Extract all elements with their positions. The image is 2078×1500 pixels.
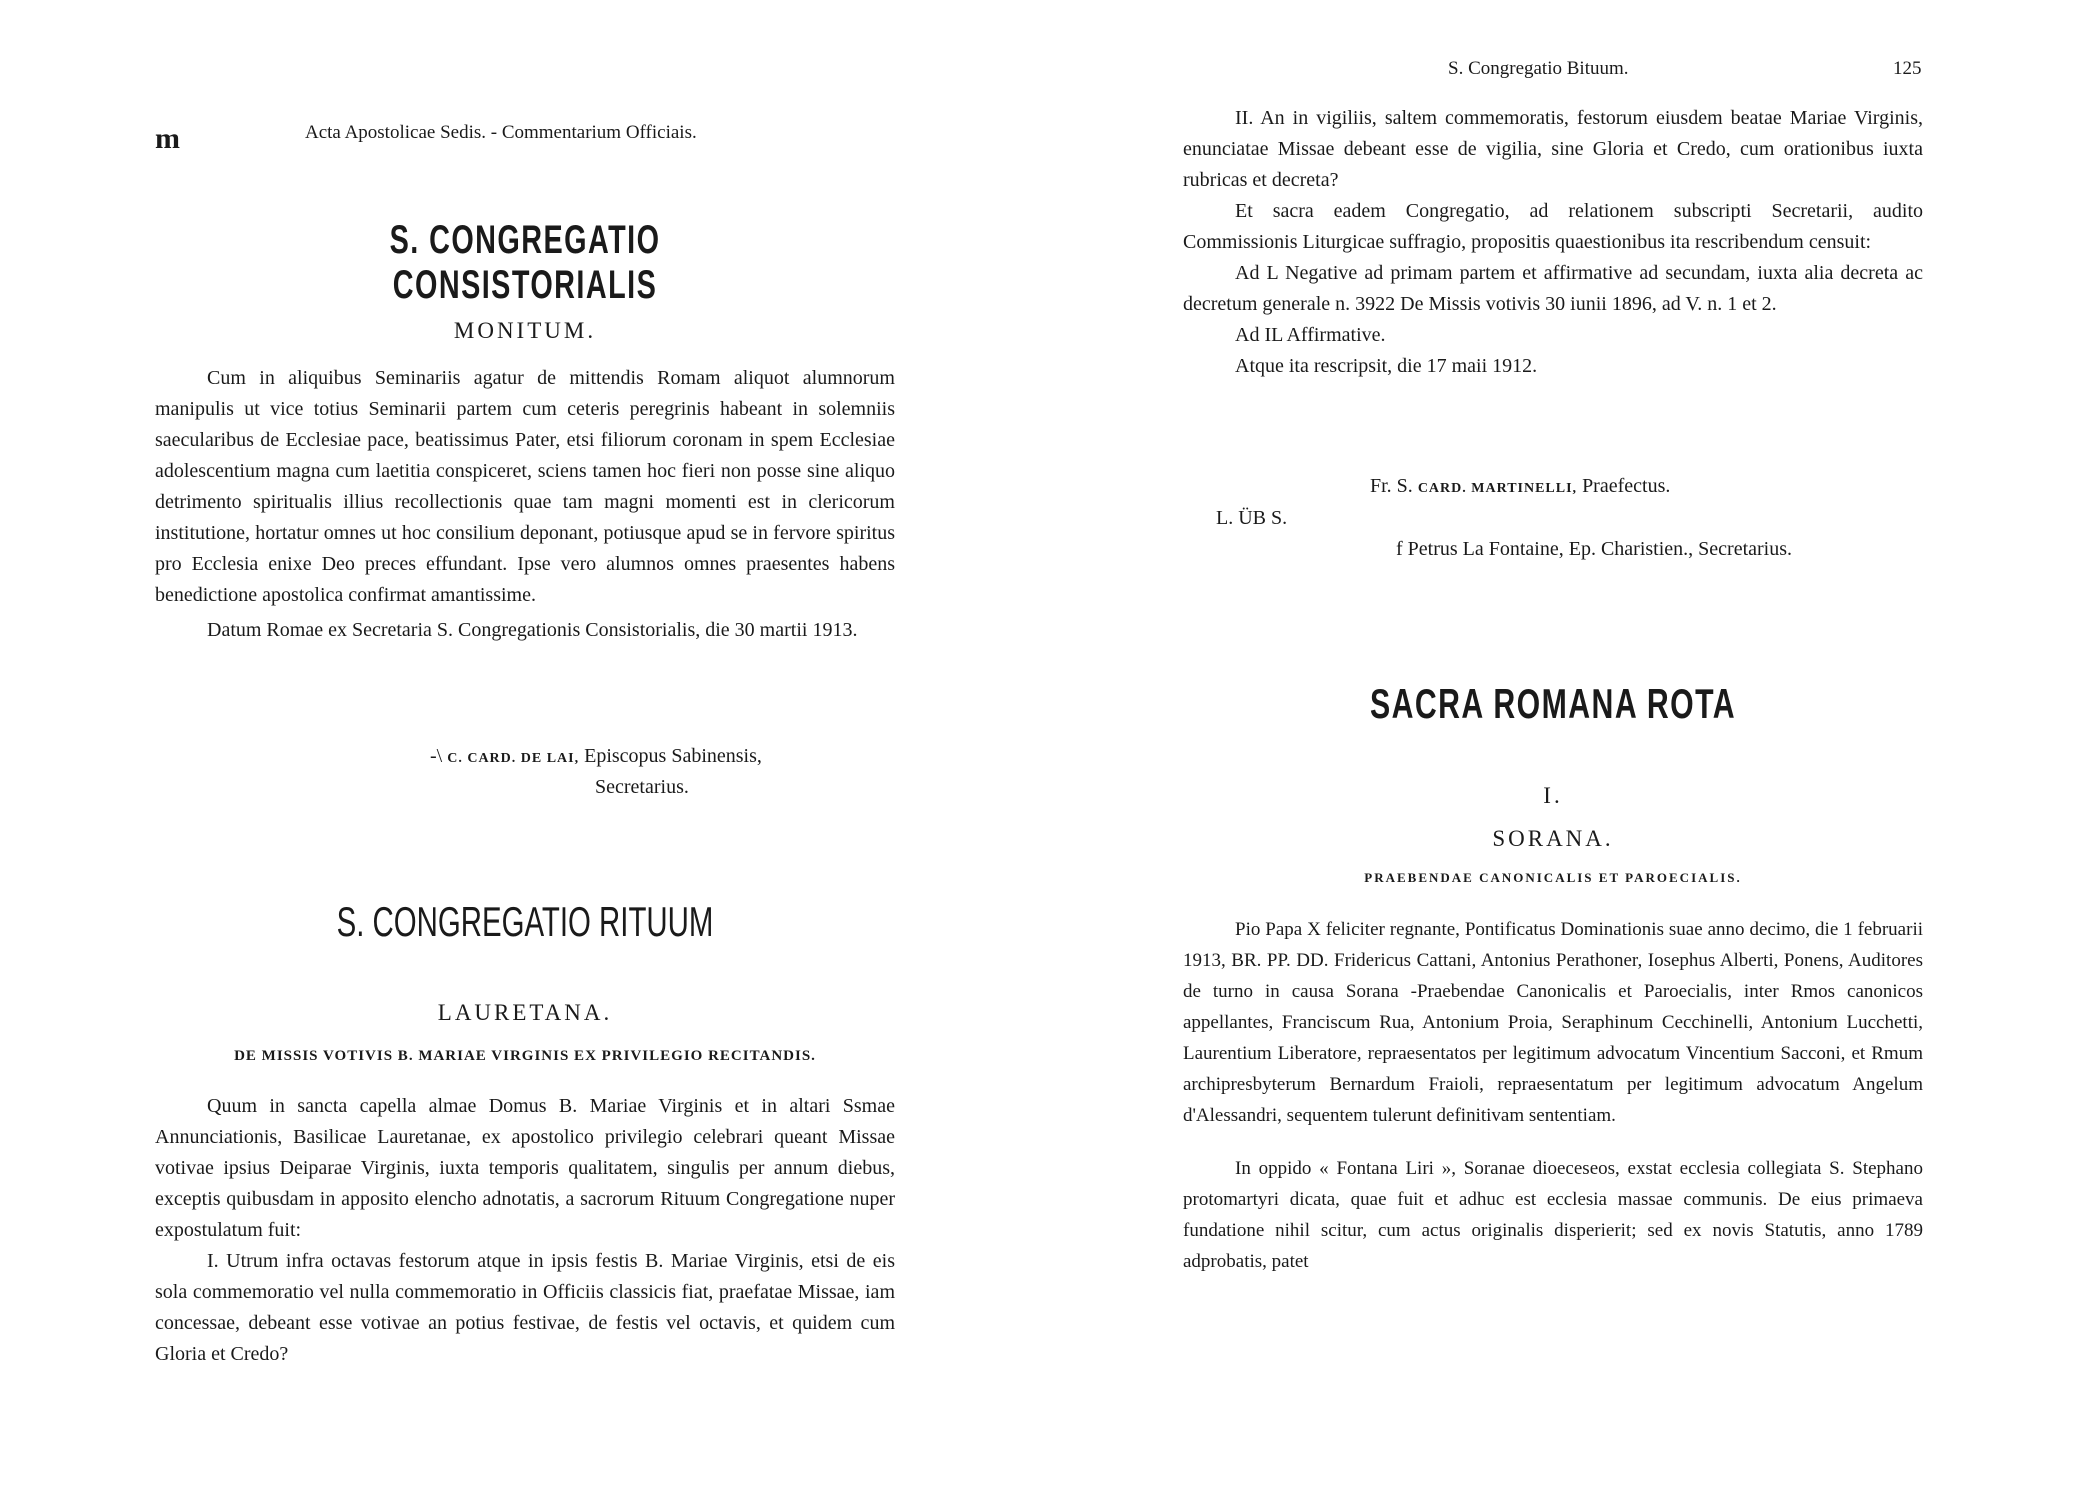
signature-prefix: -\ (430, 745, 443, 767)
paragraph: Pio Papa X feliciter regnante, Pontificatus Dominationis suae anno decimo, die 1 februarii 1913, BR. PP. DD. Fridericus Cattani, Antonius Perathoner, Iosephus Alberti, Ponens, Auditores de turno in causa Sorana -Praebendae Canonicalis et Paroecialis, inter Rmos canonicos appellantes, Franciscum Rua, Antonium Proia, Seraphinum Cecchinelli, Antonium Lucchetti, Laurentium Liberatore, repraesentatos per legitimum advocatum Vincentium Sacconi, et Rmum archipresbyterum Bernardum Fraioli, repraesentatum per legitimum advocatum Angelum d'Alessandri, sequentem tulerunt definitivam sententiam. (1183, 919, 1923, 1126)
paragraph: Atque ita rescripsit, die 17 maii 1912. (1235, 355, 1538, 377)
signature-name: C. CARD. DE LAI, (447, 751, 580, 766)
paragraph: Ad IL Affirmative. (1235, 324, 1386, 346)
signature-title: Episcopus Sabinensis, (584, 745, 762, 767)
signature-role: Secretarius. (595, 776, 689, 798)
paragraph: Et sacra eadem Congregatio, ad relationem subscripti Secretarii, audito Commissionis Liturgicae suffragio, propositis quaestionibus ita rescribendum censuit: (1183, 200, 1923, 253)
rituum-continuation (1183, 103, 1923, 382)
sorana-heading: PRAEBENDAE CANONICALIS ET PAROECIALIS. (1364, 870, 1742, 885)
sorana-subtitle: SORANA. (1492, 826, 1614, 851)
lauretana-body (155, 1091, 895, 1370)
paragraph: Ad L Negative ad primam partem et affirmative ad secundam, iuxta alia decreta ac decretum generale n. 3922 De Missis votivis 30 iunii 1896, ad V. n. 1 et 2. (1183, 262, 1923, 315)
running-head: Acta Apostolicae Sedis. - Commentarium Officiais. (305, 122, 697, 143)
monitum-subtitle: MONITUM. (453, 318, 597, 343)
signature-name: CARD. MARTINELLI, (1417, 481, 1578, 496)
page-number: m (155, 122, 180, 155)
signature-martinelli (1370, 475, 1670, 498)
monitum-body (155, 363, 895, 646)
lauretana-subtitle: LAURETANA. (437, 1000, 613, 1025)
section-title-consistorialis: S. CONGREGATIO CONSISTORIALIS (389, 218, 661, 307)
signature-lafontaine: f Petrus La Fontaine, Ep. Charistien., Secretarius. (1396, 538, 1793, 560)
seal-text: L. ÜB S. (1216, 507, 1288, 529)
signature-prefix: Fr. S. (1370, 475, 1413, 497)
paragraph: II. An in vigiliis, saltem commemoratis, festorum eiusdem beatae Mariae Virginis, enunciatae Missae debeant esse de vigilia, sine Gloria et Credo, cum orationibus iuxta rubricas et decreta? (1183, 107, 1923, 191)
page-number: 125 (1893, 58, 1922, 79)
signature-lai (430, 745, 762, 768)
paragraph: In oppido « Fontana Liri », Soranae dioeceseos, exstat ecclesia collegiata S. Stephano protomartyri dicata, quae fuit et adhuc est ecclesia massae communis. De eius primaeva fundatione nihil scitur, cum actus originalis disperierit; sed ex novis Statutis, anno 1789 adprobatis, patet (1183, 1158, 1923, 1272)
running-head: S. Congregatio Bituum. (1448, 58, 1629, 79)
section-title-rota: SACRA ROMANA ROTA (1369, 680, 1737, 727)
paragraph: I. Utrum infra octavas festorum atque in ipsis festis B. Mariae Virginis, etsi de eis sola commemoratio vel nulla commemoratio in Officiis classicis fiat, praefatae Missae, iam concessae, debeant esse votivae an potius festivae, de festis vel octavis, et quidem cum Gloria et Credo? (155, 1250, 895, 1365)
paragraph: Quum in sancta capella almae Domus B. Mariae Virginis et in altari Ssmae Annunciationis, Basilicae Lauretanae, ex apostolico privilegio celebrari queant Missae votivae ipsius Deiparae Virginis, iuxta temporis qualitatem, singulis per annum diebus, exceptis quibusdam in apposito elencho adnotatis, a sacrorum Rituum Congregatione nuper expostulatum fuit: (155, 1095, 895, 1241)
lauretana-heading: DE MISSIS VOTIVIS B. MARIAE VIRGINIS EX PRIVILEGIO RECITANDIS. (234, 1048, 816, 1064)
paragraph: Cum in aliquibus Seminariis agatur de mittendis Romam aliquot alumnorum manipulis ut vice totius Seminarii partem cum ceteris peregrinis habeant in solemniis saecularibus de Ecclesiae pace, beatissimus Pater, etsi filiorum coronam in spem Ecclesiae adolescentium magna cum laetitia conspiceret, sciens tamen hoc fieri non posse sine aliquo detrimento spiritualis illius recollectionis quae tam magni momenti est in clericorum institutione, hortatur omnes ut hoc consilium deponant, potiusque apud se in fervore spiritus pro Ecclesia enixe Deo preces effundant. Ipse vero alumnos omnes praesentes habens benedictione apostolica confirmat amantissime. (155, 367, 895, 606)
paragraph: Datum Romae ex Secretaria S. Congregationis Consistorialis, die 30 martii 1913. (207, 619, 858, 641)
case-number: I. (1543, 783, 1563, 808)
signature-title: Praefectus. (1582, 475, 1671, 497)
section-title-rituum: S. CONGREGATIO RITUUM (336, 898, 714, 945)
sorana-body (1183, 914, 1923, 1277)
